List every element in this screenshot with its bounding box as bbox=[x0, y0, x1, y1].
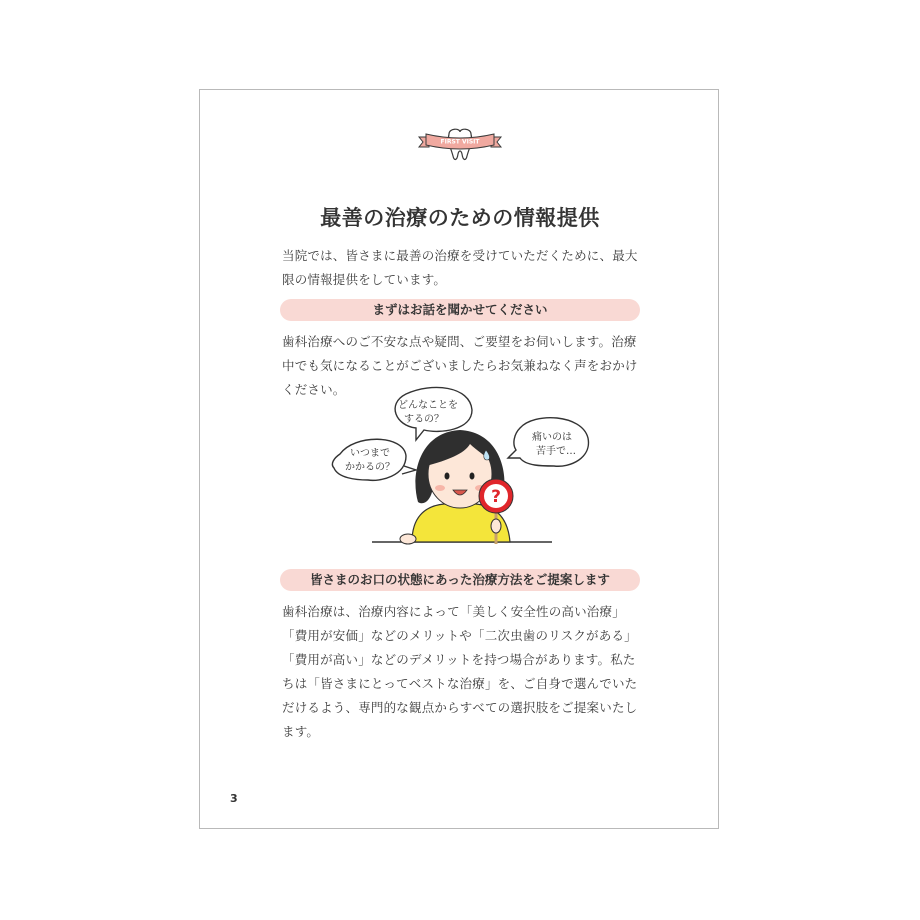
section-body-proposal: 歯科治療は、治療内容によって「美しく安全性の高い治療」「費用が安価」などのメリットや「二次虫歯のリスクがある」「費用が高い」などのデメリットを持つ場合があります。私たちは「皆さまにとってベストな治療」を、ご自身で選んでいただけるよう、専門的な観点からすべての選択肢をご提案いたします。 bbox=[282, 604, 638, 739]
speech-bubble-left-tail bbox=[402, 466, 416, 474]
right-eye bbox=[470, 473, 475, 480]
speech-bubble-left bbox=[332, 439, 406, 480]
bubble-right-line2: 苦手で… bbox=[536, 446, 576, 457]
intro-paragraph: 当院では、皆さまに最善の治療を受けていただくために、最大限の情報提供をしています。 bbox=[282, 248, 638, 287]
section-heading-listen: まずはお話を聞かせてください bbox=[280, 299, 640, 321]
badge-text: FIRST VISIT bbox=[440, 138, 480, 146]
patient-illustration bbox=[320, 384, 600, 554]
question-mark-icon: ? bbox=[491, 487, 501, 507]
section-body-listen: 歯科治療へのご不安な点や疑問、ご要望をお伺いします。治療中でも気になることがございましたらお気兼ねなく声をおかけください。 bbox=[282, 334, 638, 397]
page-title: 最善の治療のための情報提供 bbox=[320, 206, 600, 230]
document-page bbox=[199, 89, 719, 829]
bubble-left-line2: かかるの？ bbox=[345, 462, 395, 473]
left-hand bbox=[400, 534, 416, 544]
bubble-left-line1: いつまで bbox=[350, 448, 390, 459]
section-heading-proposal: 皆さまのお口の状態にあった治療方法をご提案します bbox=[280, 569, 640, 591]
bubble-top-line1: どんなことを bbox=[398, 400, 458, 411]
right-hand bbox=[491, 519, 501, 533]
left-eye bbox=[445, 473, 450, 480]
bubble-top-line2: するの？ bbox=[404, 414, 444, 425]
page-number: 3 bbox=[230, 792, 238, 805]
first-visit-badge bbox=[417, 128, 503, 164]
left-cheek bbox=[435, 485, 445, 491]
bubble-right-line1: 痛いのは bbox=[532, 432, 572, 443]
